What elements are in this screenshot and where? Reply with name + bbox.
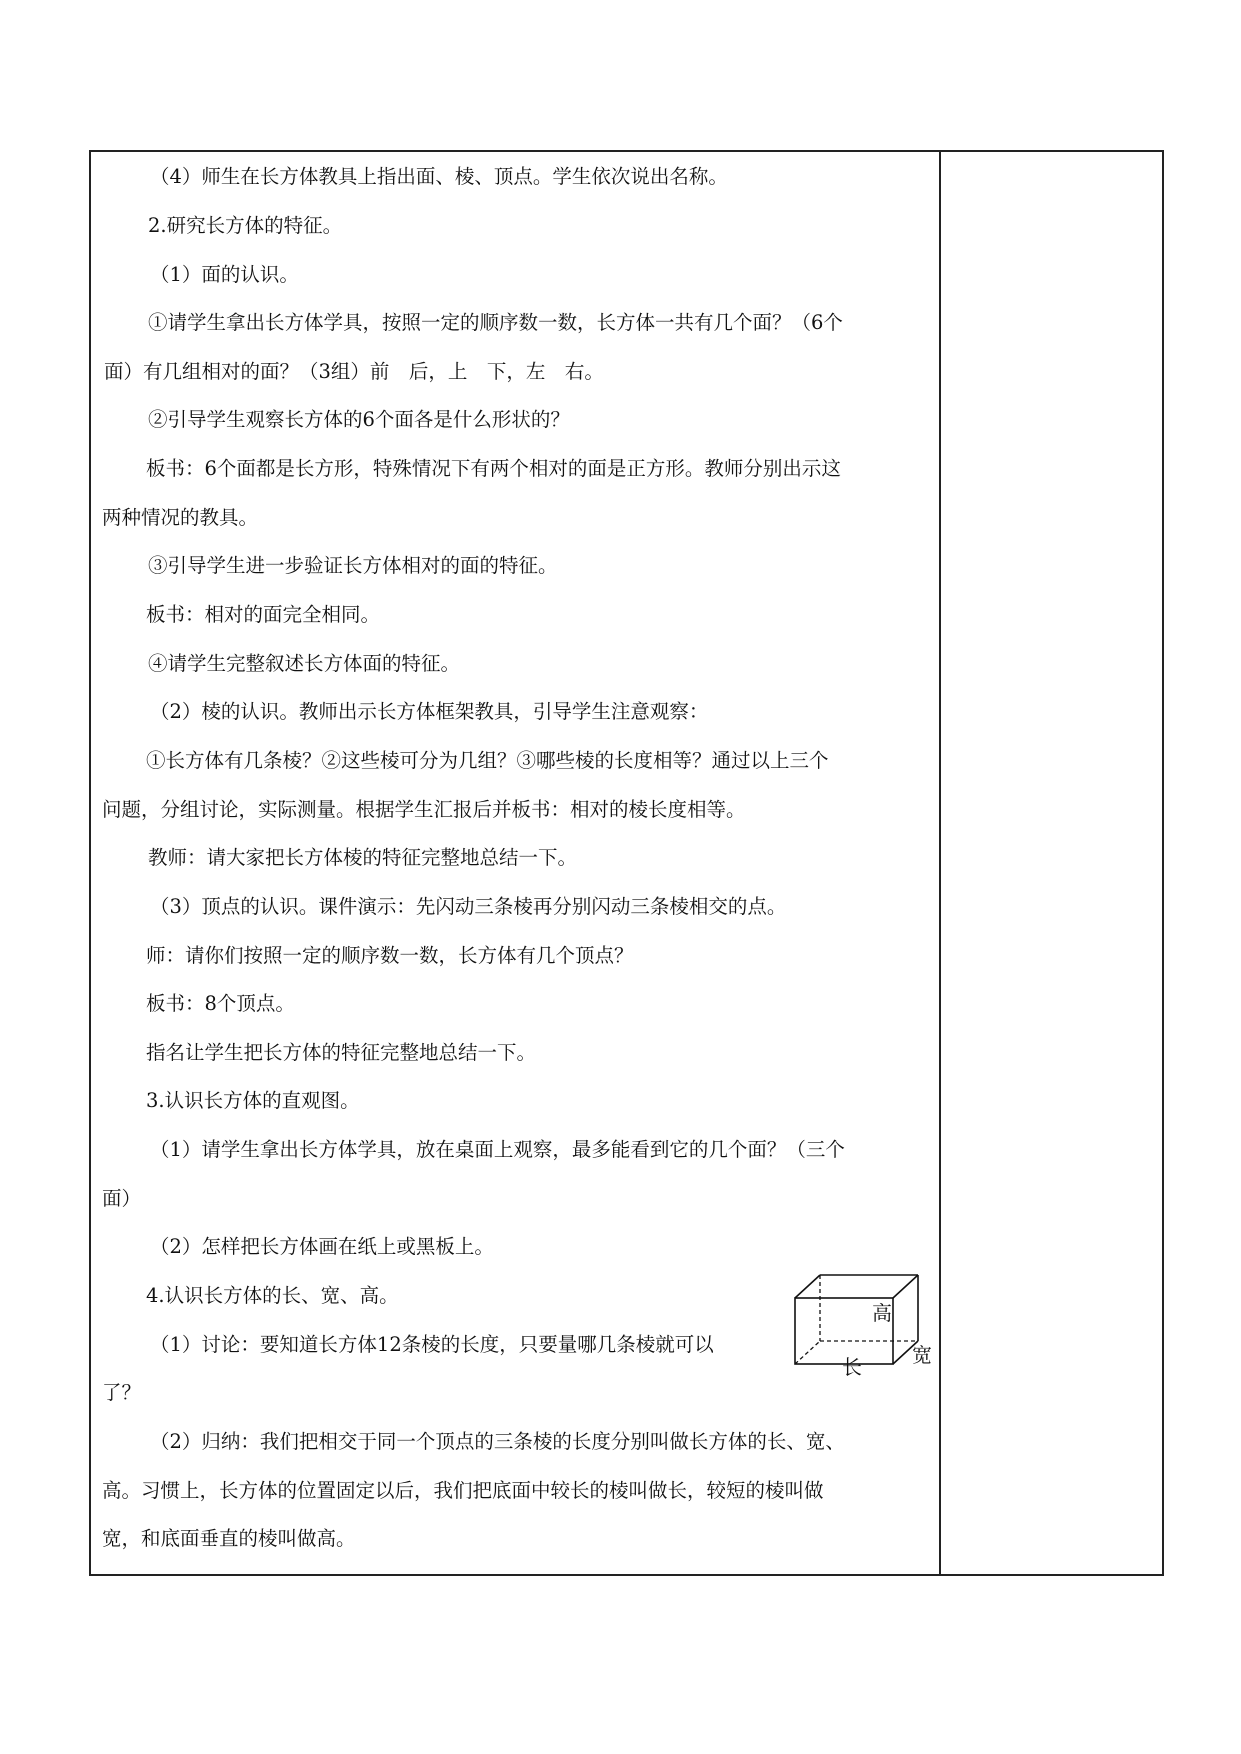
text-line: 宽，和底面垂直的棱叫做高。 xyxy=(102,1527,356,1550)
text-line: 两种情况的教具。 xyxy=(102,506,259,529)
width-label: 宽 xyxy=(912,1343,932,1367)
text-line: （2）归纳：我们把相交于同一个顶点的三条棱的长度分别叫做长方体的长、宽、 xyxy=(150,1430,845,1453)
text-line: 师：请你们按照一定的顺序数一数，长方体有几个顶点？ xyxy=(146,944,634,967)
section-heading: 4.认识长方体的长、宽、高。 xyxy=(146,1284,399,1307)
text-line: （1）讨论：要知道长方体12条棱的长度，只要量哪几条棱就可以 xyxy=(150,1333,714,1356)
text-line: 板书：8个顶点。 xyxy=(146,992,295,1015)
text-line: 了？ xyxy=(102,1381,142,1404)
text-line: （2）怎样把长方体画在纸上或黑板上。 xyxy=(150,1235,494,1258)
text-line: ④请学生完整叙述长方体面的特征。 xyxy=(148,652,461,675)
subsection-heading: （1）面的认识。 xyxy=(150,263,299,286)
subsection-heading: （3）顶点的认识。课件演示：先闪动三条棱再分别闪动三条棱相交的点。 xyxy=(150,895,787,918)
length-label: 长 xyxy=(842,1355,862,1379)
text-line: （4）师生在长方体教具上指出面、棱、顶点。学生依次说出名称。 xyxy=(150,165,728,188)
notes-cell xyxy=(940,151,1163,1575)
text-line: 板书：相对的面完全相同。 xyxy=(146,603,381,626)
text-line: 问题，分组讨论，实际测量。根据学生汇报后并板书：相对的棱长度相等。 xyxy=(102,798,746,821)
text-line: 教师：请大家把长方体棱的特征完整地总结一下。 xyxy=(148,846,578,869)
section-heading: 2.研究长方体的特征。 xyxy=(148,214,343,237)
section-heading: 3.认识长方体的直观图。 xyxy=(146,1089,360,1112)
text-line: 高。习惯上，长方体的位置固定以后，我们把底面中较长的棱叫做长，较短的棱叫做 xyxy=(102,1479,824,1502)
text-line: ①长方体有几条棱？②这些棱可分为几组？③哪些棱的长度相等？通过以上三个 xyxy=(146,749,829,772)
text-line: 面）有几组相对的面？（3组）前 后，上 下，左 右。 xyxy=(104,360,604,383)
text-line: ①请学生拿出长方体学具，按照一定的顺序数一数，长方体一共有几个面？（6个 xyxy=(148,311,843,334)
text-line: （1）请学生拿出长方体学具，放在桌面上观察，最多能看到它的几个面？（三个 xyxy=(150,1138,845,1161)
subsection-heading: （2）棱的认识。教师出示长方体框架教具，引导学生注意观察： xyxy=(150,700,709,723)
text-line: 指名让学生把长方体的特征完整地总结一下。 xyxy=(146,1041,537,1064)
cuboid-diagram xyxy=(790,1270,940,1380)
text-line: ③引导学生进一步验证长方体相对的面的特征。 xyxy=(148,554,558,577)
text-line: 面） xyxy=(102,1187,142,1210)
text-line: 板书：6个面都是长方形，特殊情况下有两个相对的面是正方形。教师分别出示这 xyxy=(146,457,841,480)
text-line: ②引导学生观察长方体的6个面各是什么形状的？ xyxy=(148,408,570,431)
height-label: 高 xyxy=(872,1301,892,1325)
